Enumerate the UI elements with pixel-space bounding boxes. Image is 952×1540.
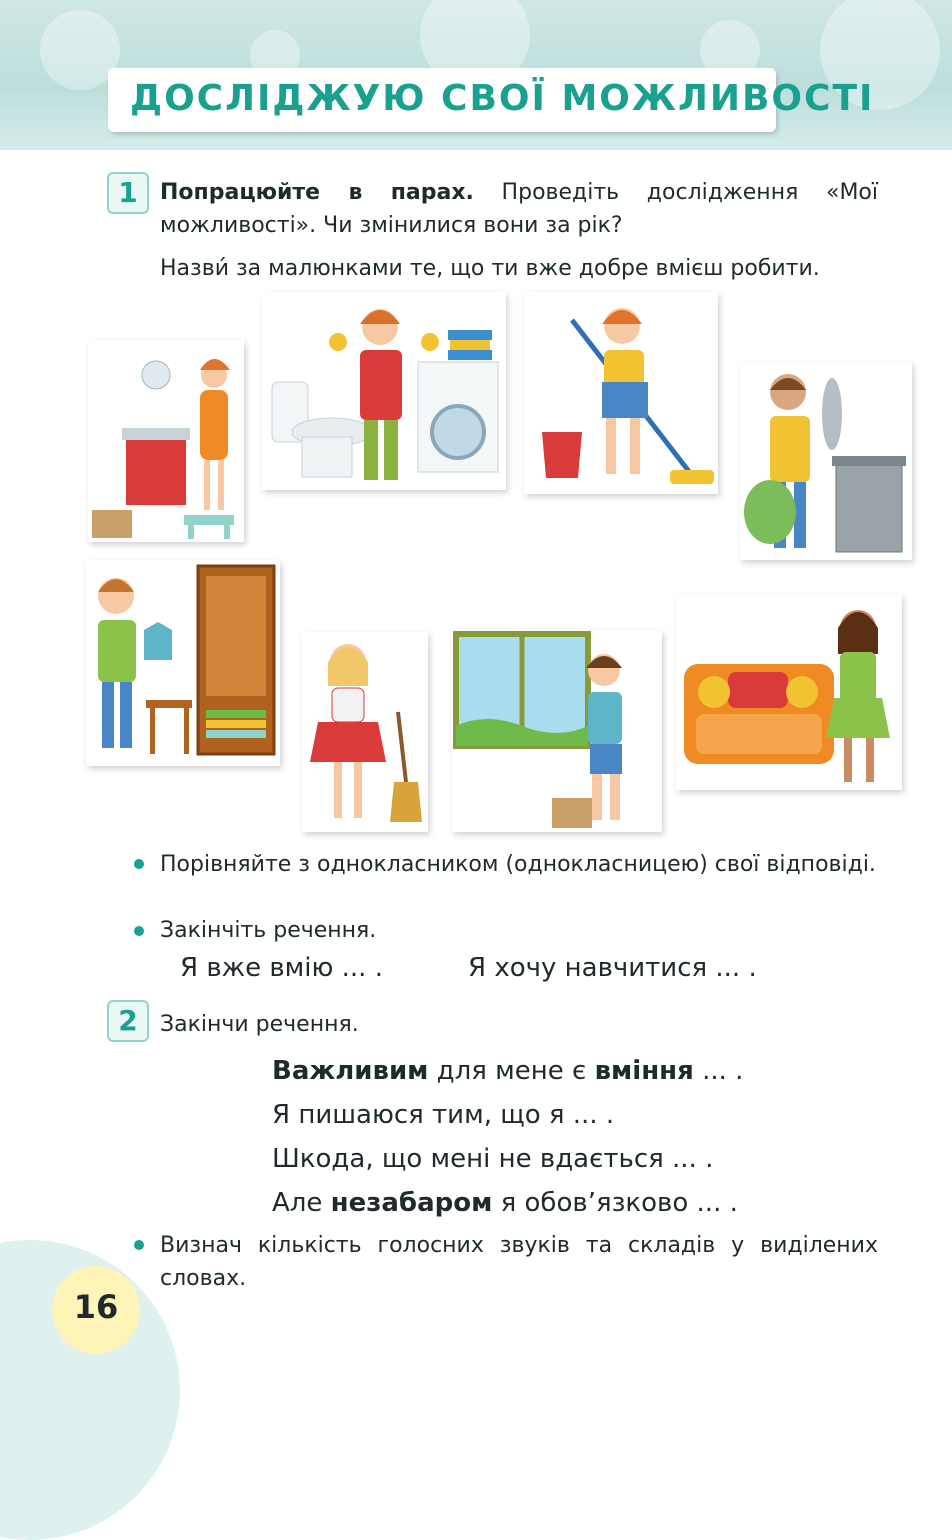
picture-washing-dishes [88, 340, 244, 542]
picture-cleaning-armchair [676, 594, 902, 790]
task2-instruction: Закінчи речення. [160, 1012, 359, 1037]
task1-line2: Назви́ за малюнками те, що ти вже добре вмієш робити. [160, 256, 820, 281]
task-number-1: 1 [107, 172, 149, 214]
highlight-word-important: Важливим [272, 1056, 429, 1086]
title-box [108, 68, 875, 132]
sentence-1-end: ... . [693, 1056, 744, 1086]
phrase-i-can: Я вже вмію ... . [180, 953, 383, 983]
sentence-4-start: Але [272, 1188, 331, 1218]
phrase-i-want-to-learn: Я хочу навчитися ... . [468, 953, 757, 983]
sentence-3: Шкода, що мені не вдається ... . [272, 1144, 714, 1174]
picture-washing-window [452, 630, 662, 832]
picture-mopping-floor [524, 292, 718, 494]
task1-intro [160, 176, 878, 242]
page-number: 16 [73, 1288, 119, 1326]
bullet-dot [134, 859, 144, 869]
sentence-4 [272, 1188, 738, 1218]
sentence-2: Я пишаюся тим, що я ... . [272, 1100, 615, 1130]
task1-bullet-1: Порівняйте з однокласником (однокласницею) свої відповіді. [160, 852, 876, 877]
page-title: ДОСЛІДЖУЮ СВОЇ МОЖЛИВОСТІ [130, 78, 875, 119]
highlight-word-skill: вміння [594, 1056, 694, 1086]
sentence-1 [272, 1056, 743, 1086]
picture-sweeping [302, 632, 428, 832]
task2-bullet: Визнач кількість голосних звуків та складів у виділених словах. [160, 1233, 878, 1291]
bullet-dot [134, 926, 144, 936]
sentence-4-end: я обов’язково ... . [492, 1188, 738, 1218]
task1-bullet-2: Закінчіть речення. [160, 918, 377, 943]
picture-hanging-clothes [86, 560, 280, 766]
task1-bold-lead: Попрацюйте в парах. [160, 180, 474, 205]
picture-cleaning-bathroom [262, 292, 506, 490]
task1-text: Проведіть дослідження «Мої можливості». Чи змінилися вони за рік? [160, 180, 878, 238]
highlight-word-soon: незабаром [330, 1188, 493, 1218]
picture-taking-out-trash [740, 362, 912, 560]
sentence-1-middle: для мене є [428, 1056, 595, 1086]
task-number-2: 2 [107, 1000, 149, 1042]
bullet-dot [134, 1240, 144, 1250]
